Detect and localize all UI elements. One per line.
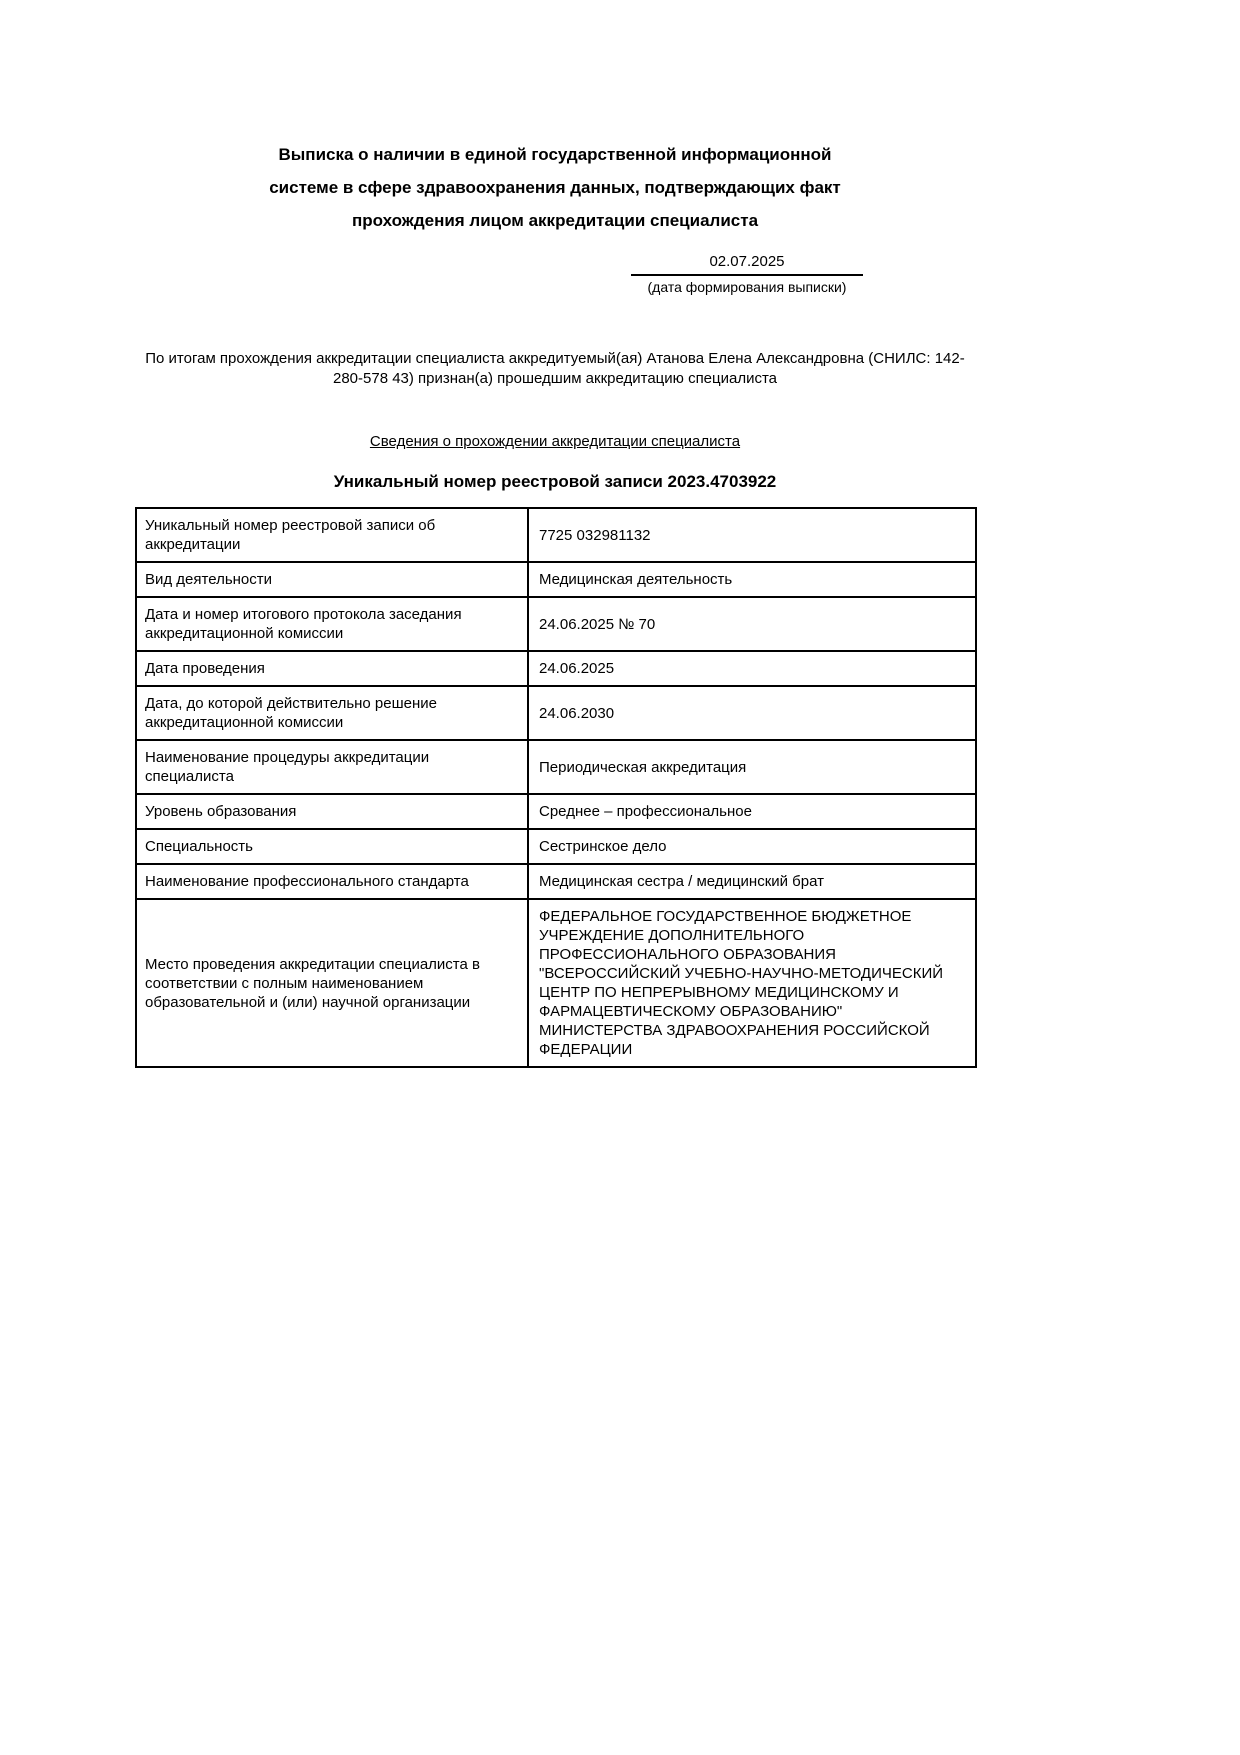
document-content (135, 0, 975, 1068)
formation-date-value: 02.07.2025 (631, 251, 863, 276)
row-label: Уровень образования (136, 794, 528, 829)
table-row (136, 794, 976, 829)
row-value: Медицинская сестра / медицинский брат (528, 864, 976, 899)
row-value: Медицинская деятельность (528, 562, 976, 597)
row-value: 24.06.2025 № 70 (528, 597, 976, 651)
row-label: Дата проведения (136, 651, 528, 686)
table-row (136, 508, 976, 562)
table-row (136, 829, 976, 864)
row-label: Дата, до которой действительно решение аккредитационной комиссии (136, 686, 528, 740)
section-heading: Сведения о прохождении аккредитации специалиста (369, 433, 741, 450)
table-row (136, 597, 976, 651)
table-row (136, 562, 976, 597)
document-title-line: системе в сфере здравоохранения данных, подтверждающих факт (269, 178, 841, 197)
table-row (136, 864, 976, 899)
accreditation-details-table (135, 507, 977, 1068)
row-label: Наименование профессионального стандарта (136, 864, 528, 899)
table-row (136, 740, 976, 794)
row-value: 7725 032981132 (528, 508, 976, 562)
table-row (136, 651, 976, 686)
registry-number-heading: Уникальный номер реестровой записи 2023.4703922 (333, 472, 777, 491)
table-row (136, 899, 976, 1067)
table-row (136, 686, 976, 740)
row-label: Специальность (136, 829, 528, 864)
row-label: Уникальный номер реестровой записи об аккредитации (136, 508, 528, 562)
row-label: Дата и номер итогового протокола заседания аккредитационной комиссии (136, 597, 528, 651)
row-value: Периодическая аккредитация (528, 740, 976, 794)
document-title (135, 138, 975, 237)
row-label: Наименование процедуры аккредитации специалиста (136, 740, 528, 794)
document-title-line: прохождения лицом аккредитации специалиста (351, 211, 759, 230)
row-label: Место проведения аккредитации специалиста в соответствии с полным наименованием образовательной и (или) научной организации (136, 899, 528, 1067)
accreditation-summary-paragraph: По итогам прохождения аккредитации специалиста аккредитуемый(ая) Атанова Елена Александровна (СНИЛС: 142-280-578 43) признан(а) прошедшим аккредитацию специалиста (145, 350, 965, 387)
row-value: 24.06.2025 (528, 651, 976, 686)
row-value: Среднее – профессиональное (528, 794, 976, 829)
formation-date-block (631, 251, 863, 297)
row-label: Вид деятельности (136, 562, 528, 597)
row-value: ФЕДЕРАЛЬНОЕ ГОСУДАРСТВЕННОЕ БЮДЖЕТНОЕ УЧРЕЖДЕНИЕ ДОПОЛНИТЕЛЬНОГО ПРОФЕССИОНАЛЬНОГО ОБРАЗОВАНИЯ "ВСЕРОССИЙСКИЙ УЧЕБНО-НАУЧНО-МЕТОДИЧЕСКИЙ ЦЕНТР ПО НЕПРЕРЫВНОМУ МЕДИЦИНСКОМУ И ФАРМАЦЕВТИЧЕСКОМУ ОБРАЗОВАНИЮ" МИНИСТЕРСТВА ЗДРАВООХРАНЕНИЯ РОССИЙСКОЙ ФЕДЕРАЦИИ (528, 899, 976, 1067)
formation-date-caption: (дата формирования выписки) (647, 279, 847, 295)
row-value: 24.06.2030 (528, 686, 976, 740)
row-value: Сестринское дело (528, 829, 976, 864)
document-title-line: Выписка о наличии в единой государственной информационной (278, 145, 832, 164)
